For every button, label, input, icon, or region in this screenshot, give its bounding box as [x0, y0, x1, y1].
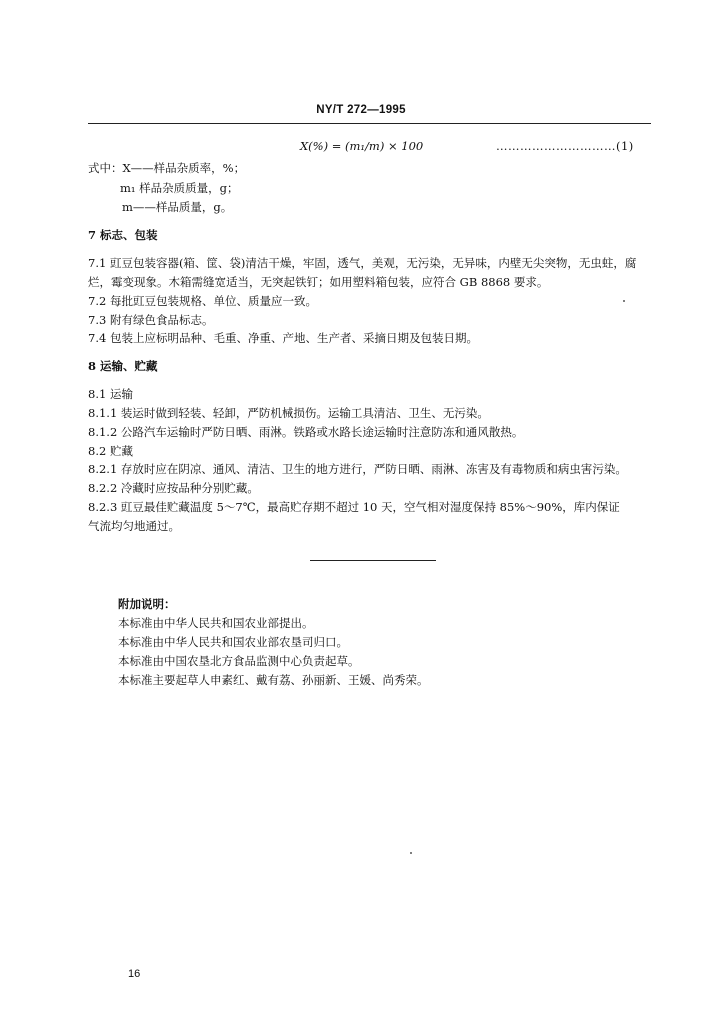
- clause-8-2: 8.2 贮藏: [88, 444, 133, 458]
- clause-7-1-line-1: 7.1 豇豆包装容器(箱、筐、袋)清洁干燥，牢固，透气，美观，无污染，无异味，内壁无尖突物，无虫蛀，腐: [88, 256, 637, 270]
- appendix-title: 附加说明：: [118, 597, 176, 611]
- clause-8-2-3-line-2: 气流均匀地通过。: [88, 519, 180, 533]
- clause-8-2-3-line-1: 8.2.3 豇豆最佳贮藏温度 5～7℃，最高贮存期不超过 10 天，空气相对湿度保持 85%～90%，库内保证: [88, 500, 620, 514]
- appendix-line-2: 本标准由中华人民共和国农业部农垦司归口。: [118, 635, 348, 649]
- clause-8-2-1: 8.2.1 存放时应在阴凉、通风、清洁、卫生的地方进行，严防日晒、雨淋、冻害及有毒物质和病虫害污染。: [88, 462, 627, 476]
- clause-7-4: 7.4 包装上应标明品种、毛重、净重、产地、生产者、采摘日期及包装日期。: [88, 331, 478, 345]
- clause-8-1: 8.1 运输: [88, 387, 133, 401]
- clause-8-2-2: 8.2.2 冷藏时应按品种分别贮藏。: [88, 481, 259, 495]
- scan-speck: [410, 852, 412, 854]
- clause-7-1-line-2: 烂，霉变现象。木箱需缝宽适当，无突起铁钉；如用塑料箱包装，应符合 GB 8868 要求。: [88, 275, 549, 289]
- standard-code-header: NY/T 272—1995: [316, 104, 406, 116]
- clause-8-1-2: 8.1.2 公路汽车运输时严防日晒、雨淋。铁路或水路长途运输时注意防冻和通风散热。: [88, 425, 524, 439]
- section-8-heading: 8 运输、贮藏: [88, 359, 158, 373]
- appendix-line-4: 本标准主要起草人申素红、戴有荔、孙丽新、王媛、尚秀荣。: [118, 673, 429, 687]
- scan-speck: [623, 300, 625, 302]
- section-7-heading: 7 标志、包装: [88, 228, 158, 242]
- clause-8-1-1: 8.1.1 装运时做到轻装、轻卸，严防机械损伤。运输工具清洁、卫生、无污染。: [88, 406, 489, 420]
- formula-number: …………………………(1): [496, 139, 634, 153]
- clause-7-2: 7.2 每批豇豆包装规格、单位、质量应一致。: [88, 294, 317, 308]
- appendix-line-1: 本标准由中华人民共和国农业部提出。: [118, 616, 314, 630]
- end-separator-line: [310, 560, 436, 561]
- page-number: 16: [128, 968, 141, 980]
- header-rule: [88, 123, 651, 124]
- definition-m: m——样品质量，g。: [122, 200, 233, 214]
- appendix-line-3: 本标准由中国农垦北方食品监测中心负责起草。: [118, 654, 360, 668]
- definition-x: 式中：X——样品杂质率，%；: [88, 161, 246, 175]
- clause-7-3: 7.3 附有绿色食品标志。: [88, 313, 214, 327]
- formula-expression: X(%) = (m₁/m) × 100: [300, 139, 424, 153]
- definition-m1: m₁ 样品杂质质量，g；: [120, 181, 239, 195]
